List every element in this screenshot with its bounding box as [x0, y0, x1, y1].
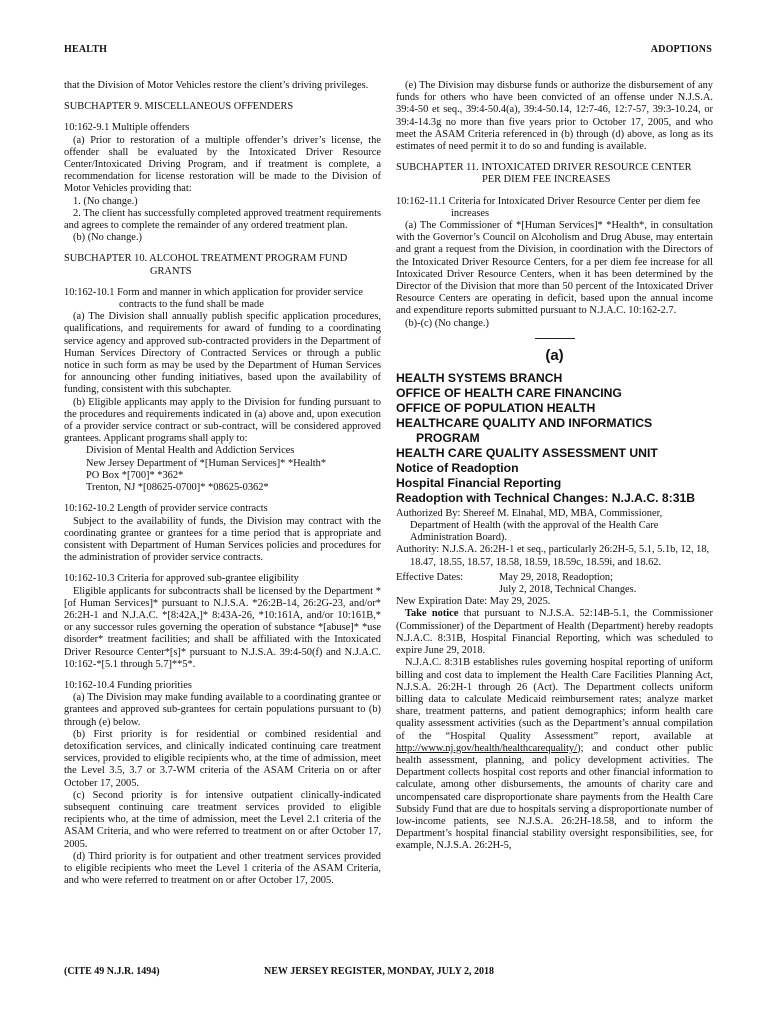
- address-line: New Jersey Department of *[Human Services]* *Health*: [86, 457, 327, 469]
- rule-paragraph: (b) Eligible applicants may apply to the Division for funding pursuant to the procedures and requirements indicated in (a) above and, upon execution of a provider service contract or sub-contract, will be considered approved grantees. Applicant programs shall apply to:: [64, 396, 381, 445]
- section-heading: 10:162-10.3 Criteria for approved sub-grantee eligibility: [64, 573, 299, 585]
- effective-dates-label: Effective Dates:: [396, 571, 464, 583]
- section-divider: [535, 338, 575, 339]
- left-column: [64, 80, 381, 887]
- subchapter-heading-continuation: PER DIEM FEE INCREASES: [482, 174, 611, 186]
- rule-paragraph: (b) First priority is for residential or combined residential and detoxification services, and clinically indicated continuing care treatment services, provided to eligible recipients who, at the time of admission, meet the Level 3.5, 3.7 or 3.7-WM criteria of the ASAM Criteria on or after October 17, 2005.: [64, 728, 381, 789]
- rule-paragraph: (a) The Division may make funding available to a coordinating grantee or grantees and approved sub-grantees for certain populations pursuant to (b) through (e) below.: [64, 692, 381, 728]
- address-line: Trenton, NJ *[08625-0700]* *08625-0362*: [86, 482, 269, 494]
- running-header: [64, 44, 712, 56]
- paragraph-gap: [64, 92, 381, 101]
- rule-paragraph: that the Division of Motor Vehicles restore the client’s driving privileges.: [64, 80, 369, 91]
- quality-report-link[interactable]: http://www.nj.gov/health/healthcarequality/: [396, 742, 578, 754]
- rule-paragraph: (b) (No change.): [73, 232, 142, 244]
- rule-paragraph: (a) The Division shall annually publish specific application procedures, qualifications, and requirements for award of funding to a coordinating service agency and approved sub-contracted providers in the Department of Human Services Directory of Contracted Services or through a public notice in such form as may be used by the Department of Human Services for announcing other funding initiatives, based upon the availability of funding, consistent with this subchapter.: [64, 311, 381, 396]
- rule-paragraph: (a) Prior to restoration of a multiple offender’s driver’s license, the offender shall be evaluated by the Intoxicated Driver Resource Center/Intoxicated Driving Program, and if treatment is complete, a recommendation for license restoration will be made to the Division of Motor Vehicles providing that:: [64, 134, 381, 195]
- effective-dates: [396, 572, 713, 596]
- summary-paragraph: [396, 657, 713, 852]
- agency-line: PROGRAM: [416, 430, 480, 445]
- section-heading: 10:162-10.4 Funding priorities: [64, 679, 192, 691]
- paragraph-gap: [64, 564, 381, 573]
- right-column: [396, 80, 713, 853]
- paragraph-gap: [396, 153, 713, 162]
- paragraph-gap: [64, 494, 381, 503]
- subchapter-heading-continuation: GRANTS: [150, 265, 192, 277]
- rule-paragraph: 2. The client has successfully completed approved treatment requirements and agrees to complete the remainder of any ordered treatment plan.: [64, 207, 381, 232]
- authority: Authority: N.J.S.A. 26:2H-1 et seq., particularly 26:2H-5, 5.1, 5.1b, 12, 18, 18.47, 18.55, 18.57, 18.58, 18.59, 18.59c, 18.59i, and 18.62.: [396, 544, 710, 568]
- agency-line: OFFICE OF HEALTH CARE FINANCING: [396, 385, 622, 400]
- paragraph-gap: [396, 187, 713, 196]
- paragraph-gap: [64, 278, 381, 287]
- effective-date-readoption: May 29, 2018, Readoption;: [499, 571, 613, 583]
- rule-paragraph: (d) Third priority is for outpatient and other treatment services provided to eligible recipients who meet the Level 1 criteria of the ASAM Criteria, and who were referred to treatment on or after October 17, 2005.: [64, 850, 381, 887]
- rule-paragraph: (c) Second priority is for intensive outpatient clinically-indicated subsequent continuing care treatment services provided to eligible recipients who, at the time of admission, meet the Level 2.1 criteria of the ASAM Criteria, and who were referred to treatment on or after October 17, 2005.: [64, 789, 381, 850]
- section-heading: 10:162-10.1 Form and manner in which application for provider service contracts to the fund shall be made: [64, 286, 363, 311]
- agency-line: HEALTHCARE QUALITY AND INFORMATICS: [396, 415, 653, 430]
- authorized-by: Authorized By: Shereef M. Elnahal, MD, MBA, Commissioner, Department of Health (with the approval of the Health Care Administration Board).: [396, 507, 663, 544]
- rule-paragraph: (e) The Division may disburse funds or authorize the disbursement of any funds for others who have been convicted of an offense under N.J.S.A. 39:4-50 et seq., 39:4-50.4(a), 39:4-50.14, 12:7-46, 12:7-57, 39:3-10.24, or 39:4-14.3g no more than five years prior to October 17, 2005, and who meet the ASAM Criteria referenced in (b) through (d) above, as long as its estimates of need permit it to do so and funding is available.: [396, 80, 713, 153]
- paragraph-gap: [64, 671, 381, 680]
- subchapter-heading: SUBCHAPTER 9. MISCELLANEOUS OFFENDERS: [64, 101, 294, 113]
- summary-text-2: ); and conduct other public health assessment, planning, and policy development activities. The Department collects hospital cost reports and other financial information to calculate, among other disbursements, the amounts of charity care and uncompensated care disproportionate share payments from the Health Care Subsidy Fund that are due to hospitals serving a disproportionate number of low-income patients, see N.J.S.A. 26:2H-18.58, and to inform the Department’s hospital financial stability oversight responsibilities, see, for example, N.J.S.A. 26:2H-5,: [396, 742, 713, 852]
- agency-line: OFFICE OF POPULATION HEALTH: [396, 400, 596, 415]
- rule-title: Hospital Financial Reporting: [396, 475, 562, 490]
- agency-heading: [396, 371, 713, 461]
- summary-text-1: N.J.A.C. 8:31B establishes rules governing hospital reporting of uniform billing and cost data to implement the Health Care Facilities Planning Act, N.J.S.A. 26:2H-1 through 26 (Act). The Department collects uniform billing data to calculate Medicaid reimbursement rates; analyze market share, treatment patterns, and patient demographics; inform health care quality assessment activities (such as the Department’s annual compilation of the “Hospital Quality Assessment” report, available at: [396, 657, 713, 742]
- rule-paragraph: (b)-(c) (No change.): [405, 317, 489, 329]
- subchapter-heading: [396, 162, 713, 186]
- effective-date-technical: July 2, 2018, Technical Changes.: [499, 584, 637, 596]
- section-heading: 10:162-11.1 Criteria for Intoxicated Driver Resource Center per diem fee increases: [396, 195, 701, 219]
- footer-citation: (CITE 49 N.J.R. 1494): [64, 966, 160, 977]
- address-line: Division of Mental Health and Addiction Services: [86, 445, 295, 457]
- paragraph-gap: [64, 244, 381, 253]
- agency-line: HEALTH SYSTEMS BRANCH: [396, 370, 563, 385]
- header-category: ADOPTIONS: [650, 44, 712, 55]
- section-heading: 10:162-9.1 Multiple offenders: [64, 122, 190, 134]
- subchapter-heading-line: SUBCHAPTER 10. ALCOHOL TREATMENT PROGRAM FUND: [64, 253, 348, 265]
- section-heading: 10:162-10.2 Length of provider service contracts: [64, 503, 268, 515]
- notice-marker: (a): [545, 346, 564, 364]
- notice-title: Notice of Readoption: [396, 460, 519, 475]
- take-notice-lead: Take notice: [405, 608, 459, 620]
- rule-paragraph: 1. (No change.): [73, 195, 138, 207]
- agency-line: HEALTH CARE QUALITY ASSESSMENT UNIT: [396, 445, 658, 460]
- readoption-title: Readoption with Technical Changes: N.J.A.C. 8:31B: [396, 490, 696, 505]
- header-section-title: HEALTH: [64, 44, 108, 55]
- subchapter-heading-line: SUBCHAPTER 11. INTOXICATED DRIVER RESOURCE CENTER: [396, 162, 692, 174]
- footer-register-date: NEW JERSEY REGISTER, MONDAY, JULY 2, 2018: [264, 966, 494, 977]
- take-notice-paragraph: [396, 608, 713, 657]
- right-column-rule-text: [396, 80, 713, 330]
- rule-paragraph: (a) The Commissioner of *[Human Services]* *Health*, in consultation with the Governor’s Council on Alcoholism and Drug Abuse, may entertain and grant a request from the Division, in coordination with the Directors of the Intoxicated Driver Resource Centers, for a per diem fee increase for all Intoxicated Driver Resource Centers, when it has been determined by the Director of the Division that more than 50 percent of the Intoxicated Driver Resource Centers are operating in deficit, based upon the annual income and expenditure reports submitted pursuant to N.J.A.C. 10:162-2.7.: [396, 220, 713, 317]
- address-line: PO Box *[700]* *362*: [86, 469, 184, 481]
- paragraph-gap: [64, 113, 381, 122]
- rule-paragraph: Subject to the availability of funds, the Division may contract with the coordinating grantee or grantees for a time period that is appropriate and consistent with Department of Human Services policies and procedures for the administration of provider service contracts.: [64, 515, 381, 564]
- page-footer: [64, 966, 712, 978]
- subchapter-heading: [64, 253, 381, 277]
- expiration-date: New Expiration Date: May 29, 2025.: [396, 596, 551, 608]
- take-notice-body: that pursuant to N.J.S.A. 52:14B-5.1, the Commissioner (Commissioner) of the Department of Health (Department) hereby readopts N.J.A.C. 8:31B, Hospital Financial Reporting, which was scheduled to expire June 29, 2018.: [396, 608, 713, 657]
- rule-paragraph: Eligible applicants for subcontracts shall be licensed by the Department *[of Human Services]* pursuant to N.J.S.A. *26:2B-14, 26:2G-23, and/or* 26:2H-1 and N.J.A.C. *[8:42A,]* 8:43A-26, *10:161A, and/or 10:161B,* or any successor rules governing the operation of substance *[abuse]* *use disorder* treatment facilities; and shall be affiliated with the Intoxicated Driver Resource Center*[s]* pursuant to N.J.S.A. 39:4-50(f) and N.J.A.C. 10:162-*[5.1 through 5.7]**5*.: [64, 585, 381, 670]
